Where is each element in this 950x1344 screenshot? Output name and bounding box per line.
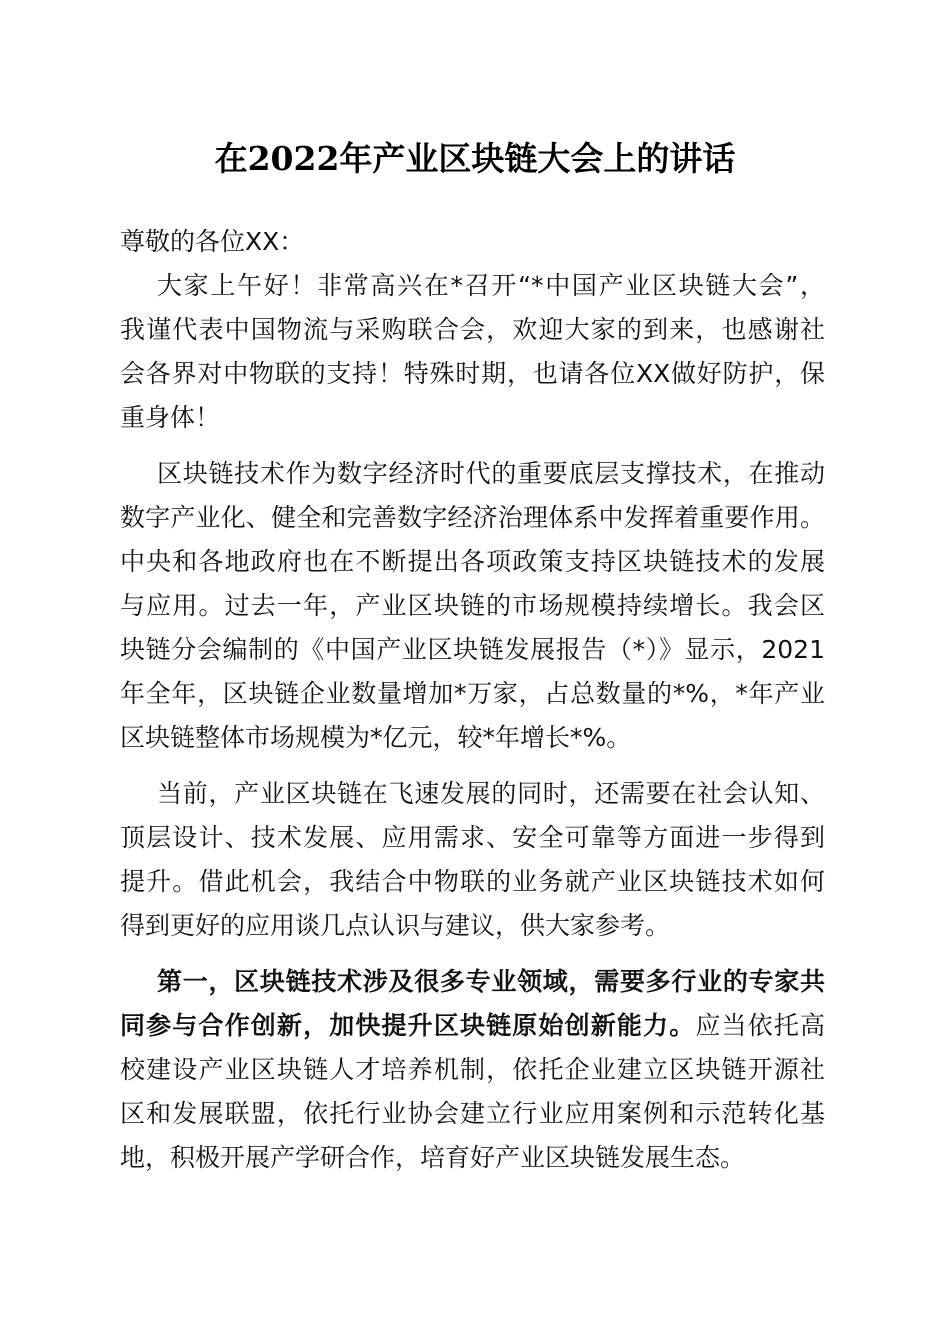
paragraph-line: 校建设产业区块链人才培养机制，依托企业建立区块链开源社 <box>120 1055 825 1084</box>
paragraph-line: 区和发展联盟，依托行业协会建立行业应用案例和示范转化基 <box>120 1099 825 1128</box>
paragraph-line: 大家上午好！非常高兴在*召开“*中国产业区块链大会”， <box>157 271 825 300</box>
paragraph-line-bold: 第一，区块链技术涉及很多专业领域，需要多行业的专家共 <box>157 967 825 996</box>
paragraph-line: 会各界对中物联的支持！特殊时期，也请各位XX做好防护，保 <box>120 359 825 388</box>
paragraph-line: 区块链整体市场规模为*亿元，较*年增长*%。 <box>120 723 632 752</box>
paragraph-line: 我谨代表中国物流与采购联合会，欢迎大家的到来，也感谢社 <box>120 315 825 344</box>
paragraph-line: 与应用。过去一年，产业区块链的市场规模持续增长。我会区 <box>120 591 825 620</box>
bold-lead-text: 同参与合作创新，加快提升区块链原始创新能力。 <box>120 1011 696 1040</box>
paragraph-line: 中央和各地政府也在不断提出各项政策支持区块链技术的发展 <box>120 547 825 576</box>
paragraph-line: 当前，产业区块链在飞速发展的同时，还需要在社会认知、 <box>157 779 825 808</box>
document-title: 在2022年产业区块链大会上的讲话 <box>214 139 736 178</box>
paragraph-line: 块链分会编制的《中国产业区块链发展报告（*）》显示，2021 <box>120 635 825 664</box>
paragraph-line-mixed <box>120 1004 825 1048</box>
paragraph-line: 区块链技术作为数字经济时代的重要底层支撑技术，在推动 <box>157 459 825 488</box>
salutation: 尊敬的各位XX： <box>120 227 305 256</box>
regular-text: 应当依托高 <box>695 1011 825 1040</box>
paragraph-line: 数字产业化、健全和完善数字经济治理体系中发挥着重要作用。 <box>120 503 825 532</box>
paragraph-line: 得到更好的应用谈几点认识与建议，供大家参考。 <box>120 911 671 940</box>
paragraph-line: 提升。借此机会，我结合中物联的业务就产业区块链技术如何 <box>120 867 825 896</box>
paragraph-line: 地，积极开展产学研合作，培育好产业区块链发展生态。 <box>120 1143 746 1172</box>
paragraph-line: 年全年，区块链企业数量增加*万家，占总数量的*%，*年产业 <box>120 679 825 708</box>
paragraph-line: 重身体！ <box>120 403 221 432</box>
paragraph-line: 顶层设计、技术发展、应用需求、安全可靠等方面进一步得到 <box>120 823 825 852</box>
